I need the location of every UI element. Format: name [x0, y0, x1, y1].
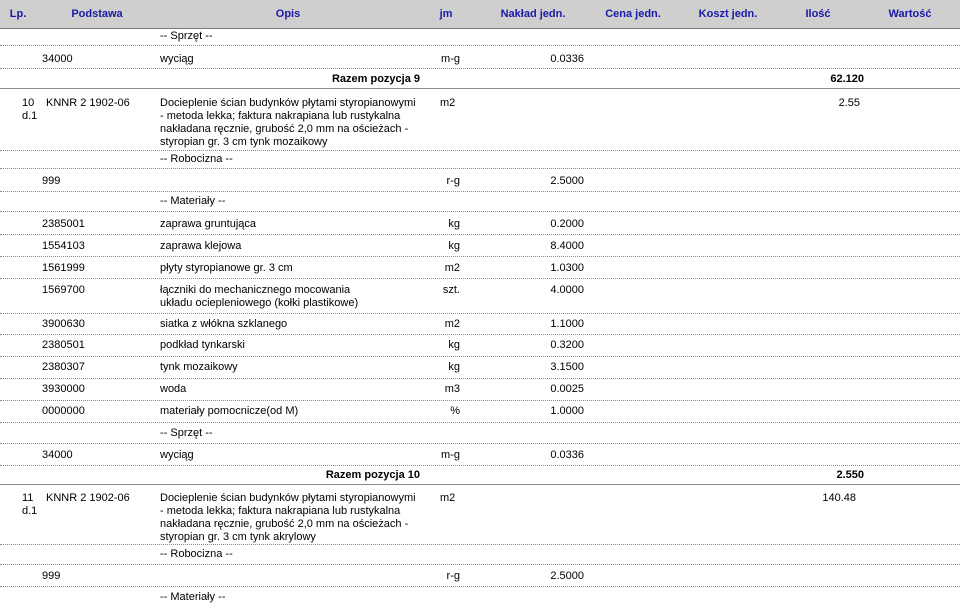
position-divider	[0, 484, 960, 485]
section-label: -- Robocizna --	[160, 153, 233, 165]
resource-code: 2380501	[42, 339, 85, 351]
section-label: -- Materiały --	[160, 195, 226, 207]
row-divider	[0, 150, 960, 151]
resource-name: woda	[160, 383, 187, 395]
resource-norm: 2.5000	[550, 175, 584, 187]
col-ilosc: Ilość	[805, 8, 831, 20]
resource-unit: kg	[448, 361, 460, 373]
resource-unit: m2	[444, 318, 460, 330]
resource-norm: 1.0300	[550, 262, 584, 274]
resource-name: podkład tynkarski	[160, 339, 245, 351]
resource-norm: 0.0336	[550, 53, 584, 65]
row-divider	[0, 211, 960, 212]
resource-norm: 8.4000	[550, 240, 584, 252]
section-label: -- Sprzęt --	[160, 427, 213, 439]
position-lp: 10	[22, 97, 35, 109]
resource-name: łączniki do mechanicznego mocowania układu ociepleniowego (kołki plastikowe)	[160, 284, 359, 309]
total-label: Razem pozycja 10	[325, 469, 420, 481]
row-divider	[0, 378, 960, 379]
resource-code: 3900630	[42, 318, 85, 330]
resource-code: 34000	[42, 449, 73, 461]
resource-unit: kg	[448, 339, 460, 351]
col-podstawa: Podstawa	[71, 8, 123, 20]
col-naklad: Nakład jedn.	[500, 8, 566, 20]
position-lp-sub: d.1	[22, 110, 38, 122]
resource-unit: kg	[448, 240, 460, 252]
position-quantity: 140.48	[822, 492, 856, 504]
table-header	[0, 0, 960, 29]
position-unit: m2	[440, 97, 456, 109]
resource-unit: szt.	[442, 284, 460, 296]
resource-name: wyciąg	[160, 53, 194, 65]
col-koszt: Koszt jedn.	[698, 8, 758, 20]
col-wartosc: Wartość	[888, 8, 932, 20]
col-jm: jm	[439, 8, 453, 20]
position-unit: m2	[440, 492, 456, 504]
row-divider	[0, 400, 960, 401]
col-cena: Cena jedn.	[605, 8, 661, 20]
resource-code: 0000000	[42, 405, 85, 417]
row-divider	[0, 422, 960, 423]
row-divider	[0, 168, 960, 169]
row-divider	[0, 234, 960, 235]
resource-norm: 2.5000	[550, 570, 584, 582]
resource-unit: m2	[444, 262, 460, 274]
total-value: 2.550	[836, 469, 864, 481]
resource-norm: 0.2000	[550, 218, 584, 230]
row-divider	[0, 544, 960, 545]
row-divider	[0, 68, 960, 69]
resource-code: 2380307	[42, 361, 85, 373]
resource-unit: m-g	[441, 449, 460, 461]
resource-code: 1569700	[42, 284, 85, 296]
resource-code: 999	[42, 175, 61, 187]
position-description: Docieplenie ścian budynków płytami styropianowymi - metoda lekka; faktura nakrapiana lub rustykalna nakładana ręcznie, grubość 2,0 mm na ościeżach - styropian gr. 3 cm tynk akrylowy	[160, 492, 416, 543]
position-basis: KNNR 2 1902-06	[46, 97, 130, 109]
resource-code: 1554103	[42, 240, 85, 252]
resource-norm: 0.0336	[550, 449, 584, 461]
position-description: Docieplenie ścian budynków płytami styropianowymi - metoda lekka; faktura nakrapiana lub rustykalna nakładana ręcznie, grubość 2,0 mm na ościeżach - styropian gr. 3 cm tynk mozaikowy	[160, 97, 416, 148]
total-value: 62.120	[830, 73, 864, 85]
resource-unit: r-g	[446, 570, 460, 582]
resource-code: 2385001	[42, 218, 85, 230]
row-divider	[0, 278, 960, 279]
total-label: Razem pozycja 9	[331, 73, 420, 85]
section-label: -- Materiały --	[160, 591, 226, 603]
resource-unit: kg	[448, 218, 460, 230]
position-lp: 11	[22, 492, 34, 504]
resource-unit: m-g	[441, 53, 460, 65]
resource-norm: 1.1000	[550, 318, 584, 330]
resource-name: siatka z włókna szklanego	[160, 318, 288, 330]
row-divider	[0, 45, 960, 46]
resource-norm: 0.0025	[550, 383, 584, 395]
row-divider	[0, 465, 960, 466]
position-quantity: 2.55	[838, 97, 860, 109]
resource-unit: %	[450, 405, 460, 417]
resource-name: wyciąg	[160, 449, 194, 461]
row-divider	[0, 313, 960, 314]
position-divider	[0, 88, 960, 89]
section-label: -- Sprzęt --	[160, 30, 213, 42]
resource-unit: m3	[444, 383, 460, 395]
resource-code: 999	[42, 570, 61, 582]
resource-code: 1561999	[42, 262, 85, 274]
resource-name: płyty styropianowe gr. 3 cm	[160, 262, 293, 274]
row-divider	[0, 191, 960, 192]
resource-unit: r-g	[446, 175, 460, 187]
col-lp: Lp.	[9, 8, 27, 20]
resource-name: tynk mozaikowy	[160, 361, 238, 373]
resource-norm: 0.3200	[550, 339, 584, 351]
resource-name: materiały pomocnicze(od M)	[160, 405, 299, 417]
row-divider	[0, 443, 960, 444]
resource-name: zaprawa gruntująca	[160, 218, 257, 230]
row-divider	[0, 334, 960, 335]
row-divider	[0, 356, 960, 357]
resource-norm: 1.0000	[550, 405, 584, 417]
resource-code: 34000	[42, 53, 73, 65]
col-opis: Opis	[275, 8, 301, 20]
row-divider	[0, 586, 960, 587]
resource-name: zaprawa klejowa	[160, 240, 242, 252]
resource-code: 3930000	[42, 383, 85, 395]
row-divider	[0, 564, 960, 565]
row-divider	[0, 256, 960, 257]
position-lp-sub: d.1	[22, 505, 38, 517]
resource-norm: 3.1500	[550, 361, 584, 373]
position-basis: KNNR 2 1902-06	[46, 492, 130, 504]
resource-norm: 4.0000	[550, 284, 584, 296]
section-label: -- Robocizna --	[160, 548, 233, 560]
